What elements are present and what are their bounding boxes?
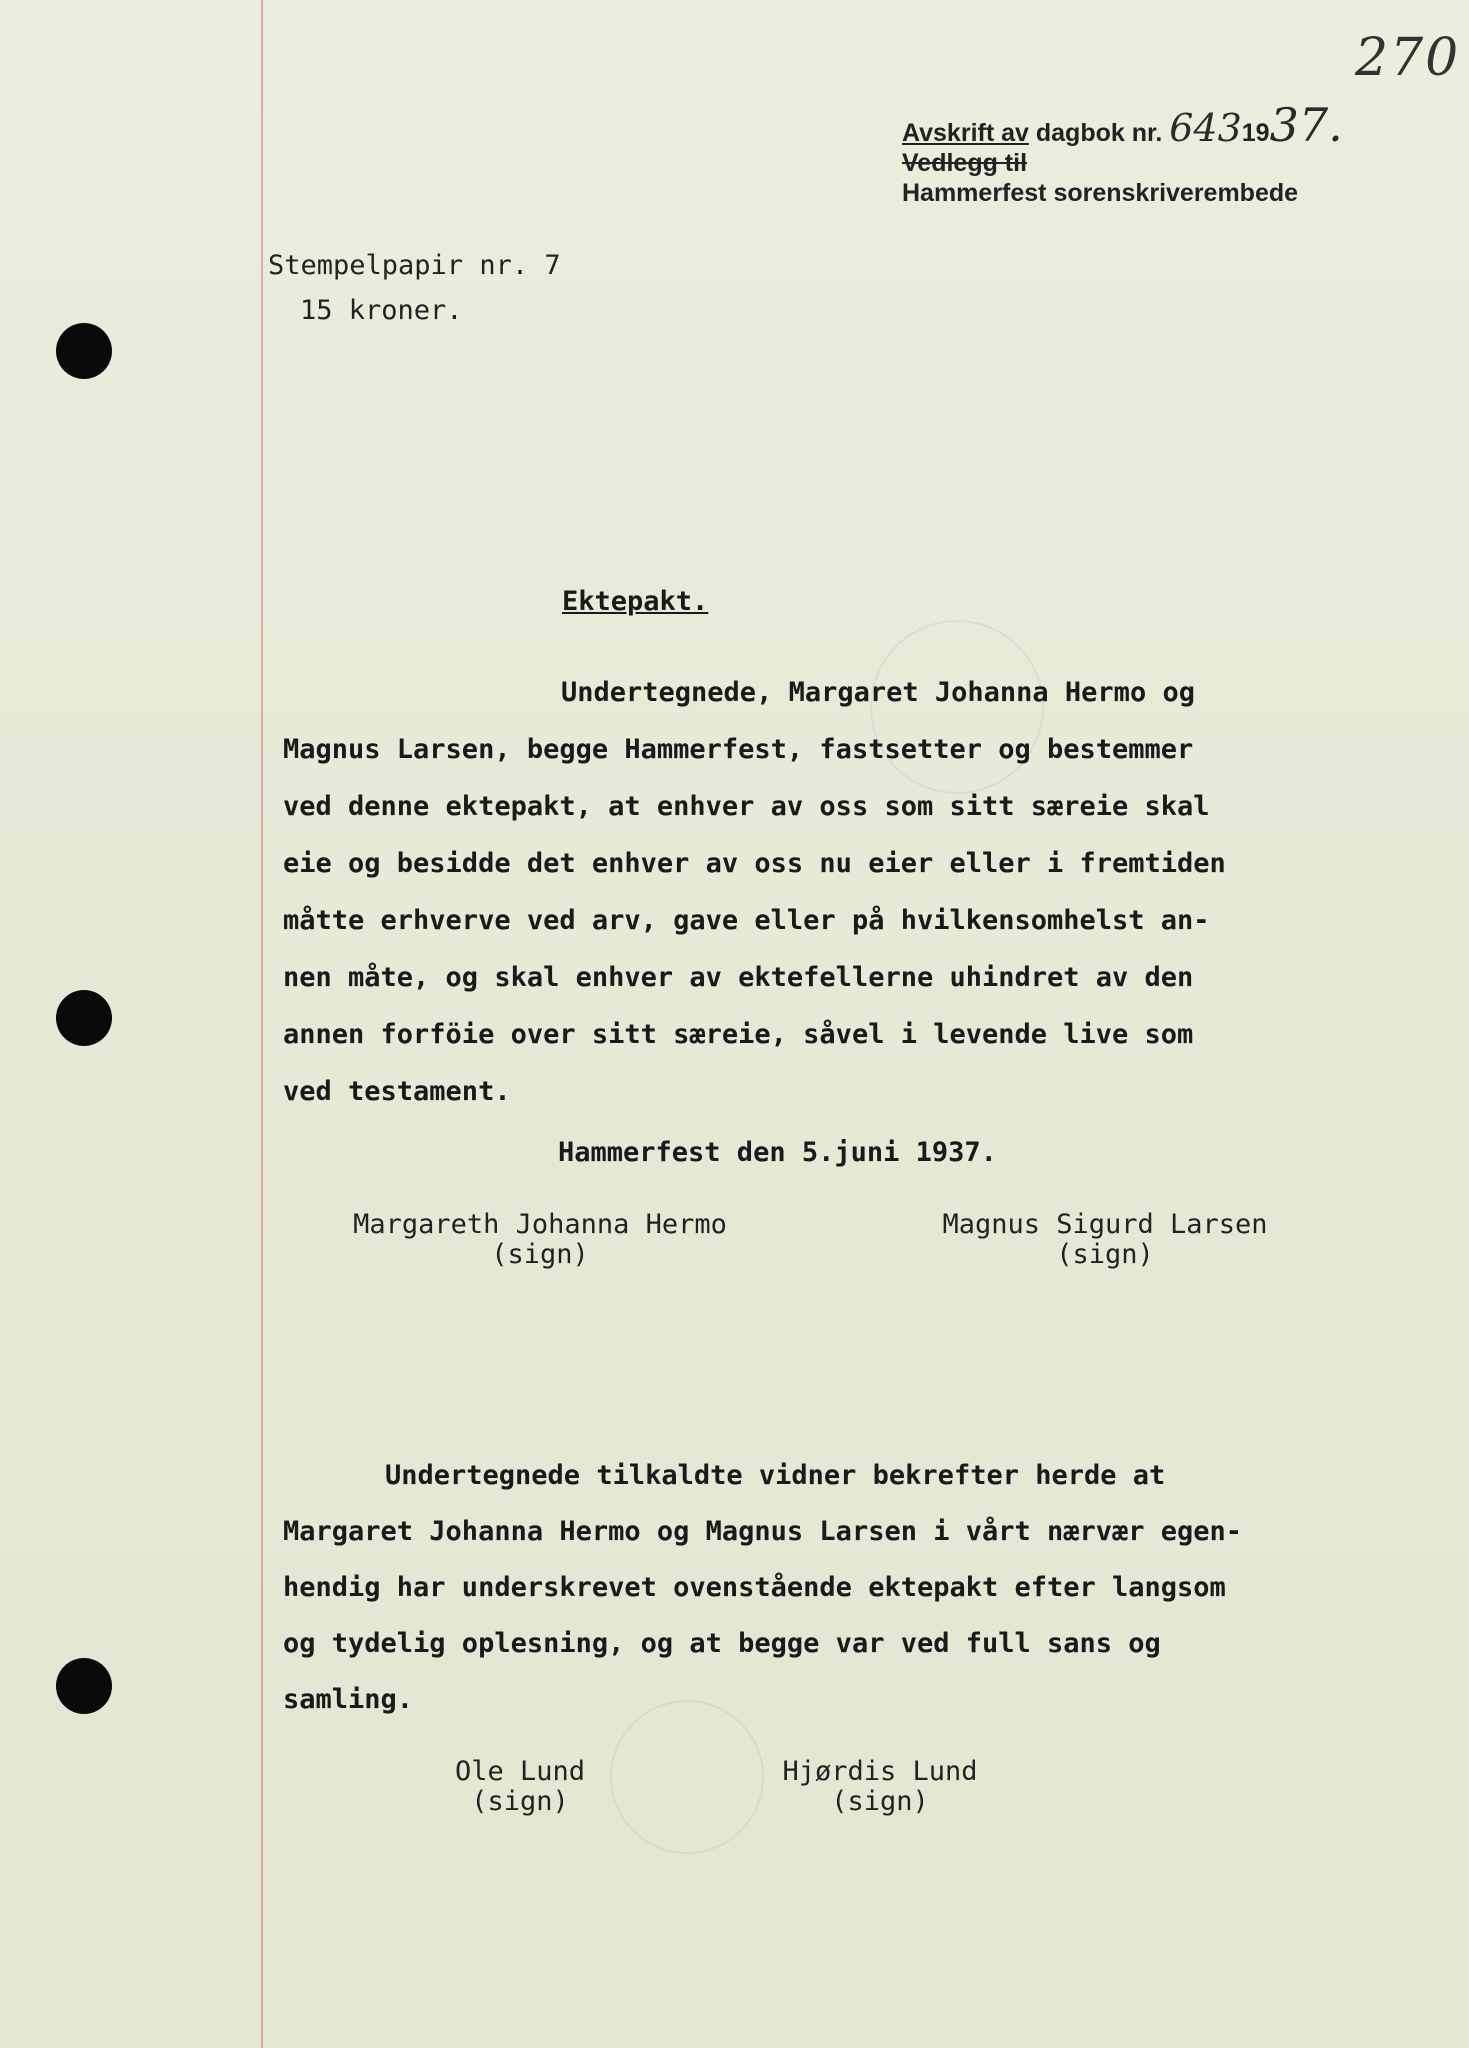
signature-block-witness-1 bbox=[420, 1757, 620, 1817]
place-date: Hammerfest den 5.juni 1937. bbox=[558, 1137, 997, 1168]
punch-hole bbox=[56, 1658, 112, 1714]
stamp-line-2 bbox=[902, 148, 1343, 178]
signature-mark: (sign) bbox=[491, 1239, 589, 1270]
contract-line: annen forföie over sitt særeie, såvel i levende live som bbox=[283, 1019, 1194, 1050]
contract-paragraph bbox=[283, 664, 1283, 1120]
stamp-office: Hammerfest sorenskriverembede bbox=[902, 179, 1299, 207]
registry-stamp bbox=[902, 98, 1343, 208]
punch-hole bbox=[56, 990, 112, 1046]
contract-line: ved denne ektepakt, at enhver av oss som sitt særeie skal bbox=[283, 791, 1210, 822]
signature-name: Ole Lund bbox=[454, 1756, 586, 1787]
contract-line: ved testament. bbox=[283, 1076, 511, 1107]
contract-line: måtte erhverve ved arv, gave eller på hvilkensomhelst an- bbox=[283, 905, 1210, 936]
witness-line: Margaret Johanna Hermo og Magnus Larsen i vårt nærvær egen- bbox=[283, 1516, 1243, 1547]
signature-mark: (sign) bbox=[831, 1786, 929, 1817]
margin-line bbox=[261, 0, 263, 2048]
witness-line: samling. bbox=[283, 1684, 414, 1715]
page-number: 270 bbox=[1355, 28, 1461, 88]
signature-name: Margareth Johanna Hermo bbox=[353, 1209, 727, 1240]
punch-hole bbox=[56, 323, 112, 379]
stamp-paper-number: Stempelpapir nr. 7 bbox=[268, 250, 561, 281]
contract-line: eie og besidde det enhver av oss nu eier eller i fremtiden bbox=[283, 848, 1226, 879]
stamp-paper-value: 15 kroner. bbox=[300, 295, 463, 326]
witness-paragraph bbox=[283, 1448, 1283, 1728]
signature-name: Magnus Sigurd Larsen bbox=[942, 1209, 1268, 1240]
stamp-struck-text: Vedlegg til bbox=[902, 149, 1028, 177]
signature-block-witness-2 bbox=[755, 1757, 1005, 1817]
witness-line: Undertegnede tilkaldte vidner bekrefter herde at bbox=[385, 1460, 1166, 1491]
stamp-line-1 bbox=[902, 98, 1343, 152]
signature-name: Hjørdis Lund bbox=[782, 1756, 978, 1787]
document-title: Ektepakt. bbox=[562, 586, 709, 617]
contract-line: Magnus Larsen, begge Hammerfest, fastsetter og bestemmer bbox=[283, 734, 1194, 765]
signature-block-spouse-2 bbox=[915, 1210, 1295, 1270]
stamp-line-3 bbox=[902, 178, 1343, 208]
witness-line: og tydelig oplesning, og at begge var ved full sans og bbox=[283, 1628, 1161, 1659]
stamp-year-suffix: 37. bbox=[1269, 98, 1343, 152]
contract-line: nen måte, og skal enhver av ektefellerne uhindret av den bbox=[283, 962, 1194, 993]
signature-mark: (sign) bbox=[471, 1786, 569, 1817]
stamp-struck-label: Avskrift av bbox=[902, 119, 1029, 147]
witness-line: hendig har underskrevet ovenstående ektepakt efter langsom bbox=[283, 1572, 1226, 1603]
signature-mark: (sign) bbox=[1056, 1239, 1154, 1270]
contract-line: Undertegnede, Margaret Johanna Hermo og bbox=[561, 677, 1195, 708]
stamp-year-prefix: 19 bbox=[1241, 119, 1270, 147]
signature-block-spouse-1 bbox=[330, 1210, 750, 1270]
stamp-number: 643 bbox=[1169, 106, 1242, 150]
stamp-label: dagbok nr. bbox=[1035, 119, 1163, 147]
